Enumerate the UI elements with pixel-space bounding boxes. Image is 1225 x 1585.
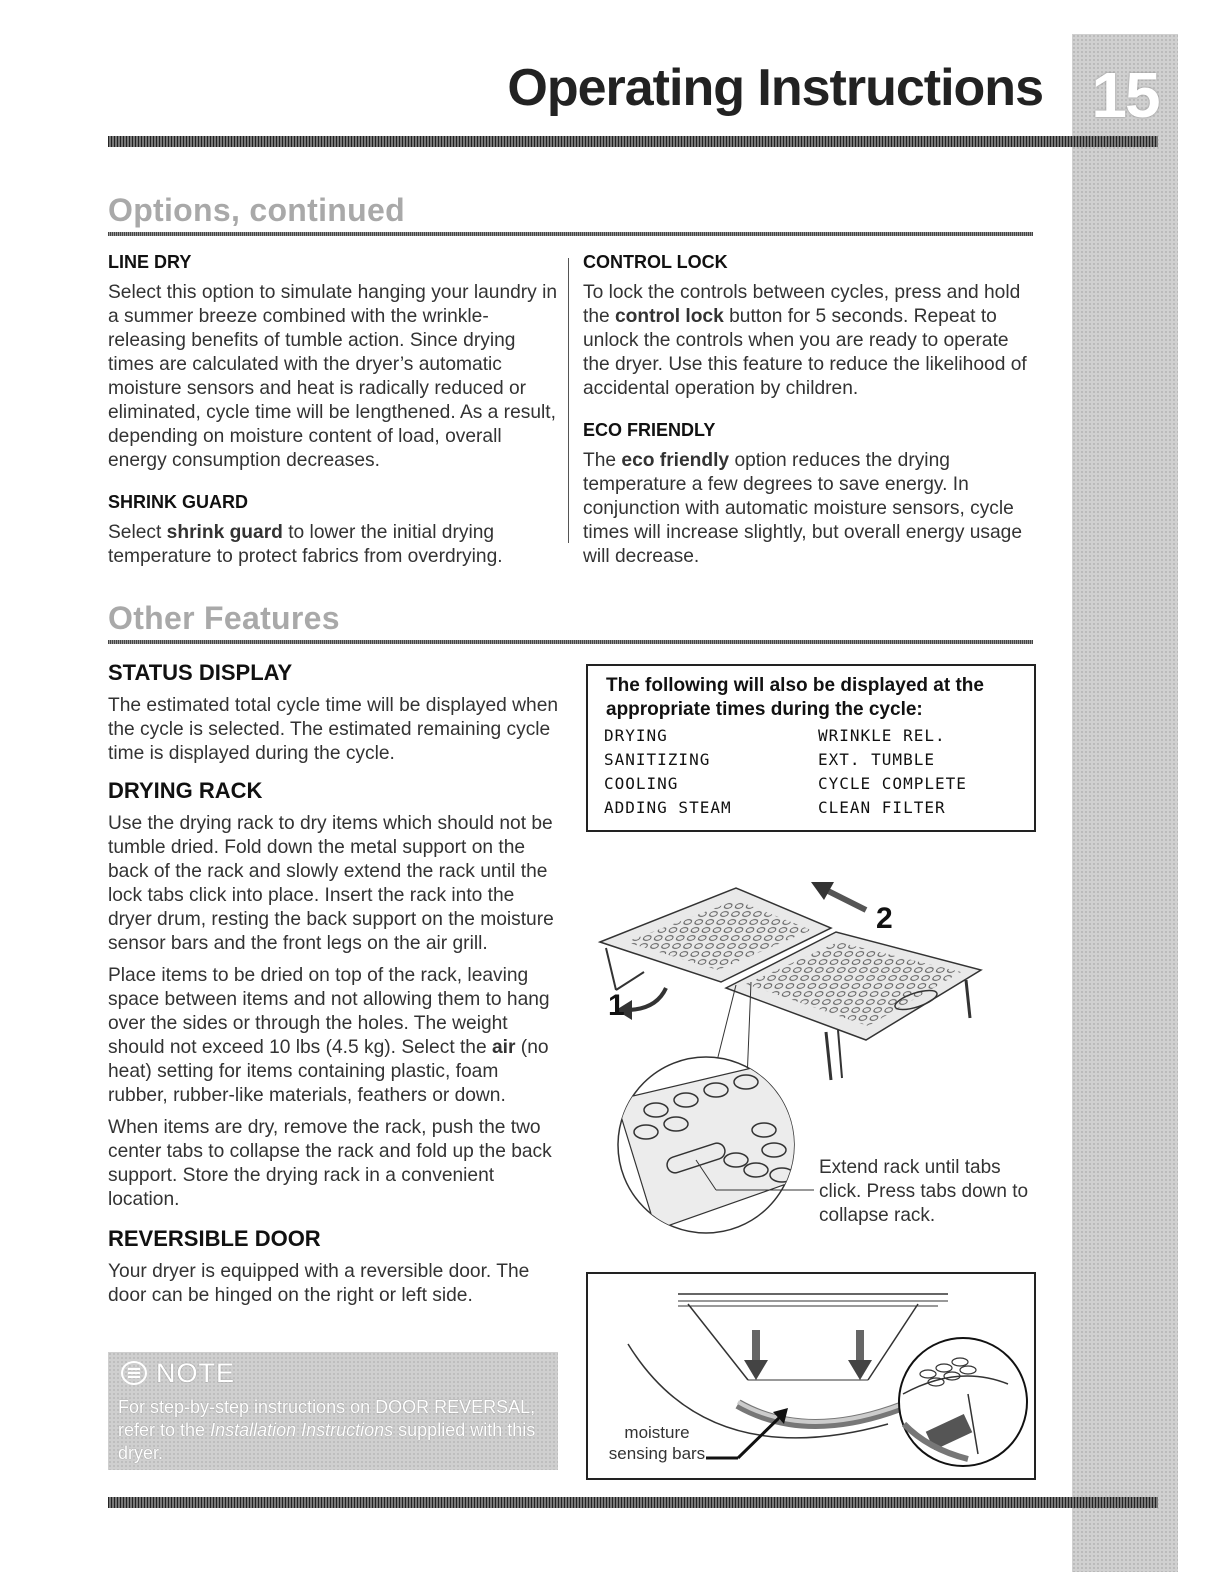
- line-dry-heading: LINE DRY: [108, 252, 192, 272]
- control-lock-heading: CONTROL LOCK: [583, 252, 728, 272]
- reversible-door-heading: REVERSIBLE DOOR: [108, 1226, 321, 1251]
- shrink-guard-term: shrink guard: [166, 522, 283, 543]
- lcd-message: CLEAN FILTER: [818, 798, 946, 817]
- display-messages-box: [586, 664, 1036, 832]
- features-left-column: [108, 660, 560, 1316]
- lcd-message: EXT. TUMBLE: [818, 750, 935, 769]
- eco-friendly-term: eco friendly: [621, 450, 730, 471]
- options-section-title: Options, continued: [108, 192, 405, 228]
- note-box: [108, 1352, 558, 1470]
- page-number: 15: [1091, 59, 1159, 131]
- rack-step-2-label: 2: [876, 902, 893, 935]
- status-display-heading: STATUS DISPLAY: [108, 660, 293, 685]
- lcd-message: WRINKLE REL.: [818, 726, 946, 745]
- lcd-message: COOLING: [604, 774, 679, 793]
- options-left-column: [108, 251, 560, 577]
- display-messages-title: The following will also be displayed at the appropriate times during the cycle:: [606, 675, 984, 720]
- drying-rack-p2: Place items to be dried on top of the rack, leaving space between items and not allowing them to hang over the sides or through the holes. The weight should not exceed 10 lbs (4.5 kg). Select the air (no heat) setting for items containing plastic, foam rubber, rubber-like materials, feathers or down.: [108, 965, 550, 1106]
- note-label: NOTE: [156, 1358, 236, 1388]
- control-lock-text: To lock the controls between cycles, press and hold the control lock button for 5 seconds. Repeat to unlock the controls when you are ready to operate the dryer. Use this feature to reduce the likelihood of accidental operation by children.: [583, 282, 1027, 399]
- reversible-door-text: Your dryer is equipped with a reversible door. The door can be hinged on the right or left side.: [108, 1261, 530, 1306]
- shrink-guard-heading: SHRINK GUARD: [108, 492, 249, 512]
- lcd-message: ADDING STEAM: [604, 798, 732, 817]
- page-sidebar-band: [1072, 34, 1178, 1572]
- page-title: Operating Instructions: [507, 59, 1043, 117]
- lcd-message: CYCLE COMPLETE: [818, 774, 967, 793]
- note-text: For step-by-step instructions on DOOR REVERSAL, refer to the Installation Instructions supplied with this dryer.: [118, 1397, 536, 1463]
- eco-friendly-heading: ECO FRIENDLY: [583, 420, 716, 440]
- drying-rack-heading: DRYING RACK: [108, 778, 263, 803]
- air-setting-term: air: [491, 1037, 516, 1058]
- drying-rack-p1: Use the drying rack to dry items which should not be tumble dried. Fold down the metal support on the back of the rack and slowly extend the rack until the lock tabs click into place. Insert the rack into the dryer drum, resting the back support on the moisture sensor bars and the front legs on the air grill.: [108, 813, 554, 954]
- moisture-sensing-bars-label: moisture sensing bars: [608, 1423, 706, 1463]
- line-dry-text: Select this option to simulate hanging your laundry in a summer breeze combined with the wrinkle-releasing benefits of tumble action. Since drying times are calculated with the dryer’s automatic moisture sensors and heat is radically reduced or eliminated, cycle time will be lengthened. As a result, depending on moisture content of load, overall energy consumption decreases.: [108, 282, 558, 471]
- installation-instructions-ref: Installation Instructions: [210, 1420, 394, 1440]
- features-section-title: Other Features: [108, 600, 340, 636]
- column-divider: [568, 258, 569, 543]
- eco-friendly-text: The eco friendly option reduces the drying temperature a few degrees to save energy. In conjunction with automatic moisture sensors, cycle times will increase slightly, but overall energy usage will decrease.: [583, 450, 1023, 567]
- status-display-text: The estimated total cycle time will be displayed when the cycle is selected. The estimated remaining cycle time is displayed during the cycle.: [108, 695, 559, 764]
- options-right-column: [583, 251, 1029, 577]
- header-rule: [108, 136, 1158, 147]
- shrink-guard-text: Select shrink guard to lower the initial drying temperature to protect fabrics from overdrying.: [108, 522, 503, 567]
- lcd-message: SANITIZING: [604, 750, 711, 769]
- rack-caption: Extend rack until tabs click. Press tabs down to collapse rack.: [819, 1157, 1029, 1226]
- control-lock-term: control lock: [615, 306, 724, 327]
- options-section-rule: [108, 232, 1033, 236]
- footer-rule: [108, 1497, 1158, 1508]
- features-section-rule: [108, 640, 1033, 644]
- lcd-message: DRYING: [604, 726, 668, 745]
- moisture-sensor-figure-box: [586, 1272, 1036, 1480]
- note-icon: [120, 1360, 148, 1386]
- rack-step-1-label: 1: [608, 989, 625, 1022]
- drying-rack-p3: When items are dry, remove the rack, push the two center tabs to collapse the rack and fold up the back support. Store the drying rack in a convenient location.: [108, 1117, 552, 1210]
